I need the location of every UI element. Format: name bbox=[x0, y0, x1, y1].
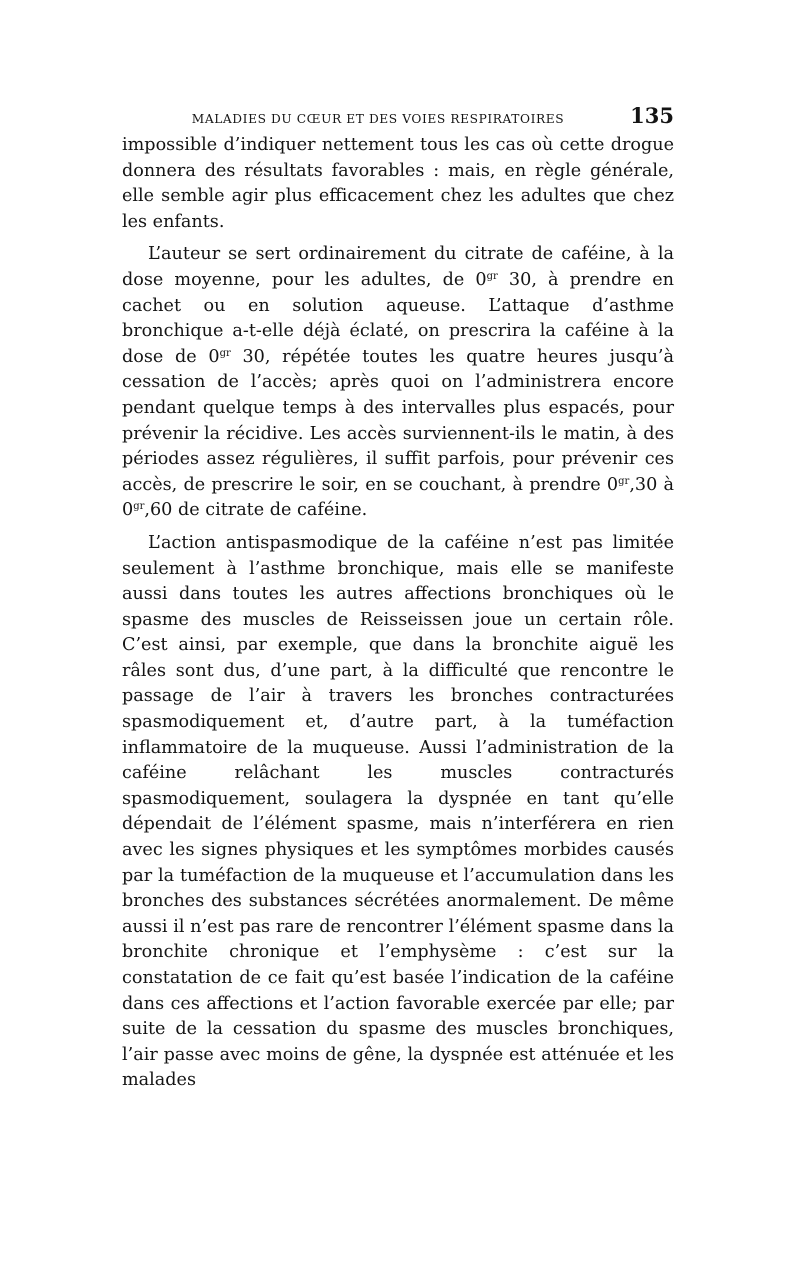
paragraph-2 bbox=[122, 242, 674, 524]
running-title: MALADIES DU CŒUR ET DES VOIES RESPIRATOIRES bbox=[191, 112, 565, 126]
body-text bbox=[122, 133, 674, 1094]
unit-gram-2: gr bbox=[219, 347, 231, 359]
paragraph-2-part-2: 30, à prendre en cachet ou en solution aqueuse. L’attaque d’asthme bronchique a-t-elle déjà éclaté, on prescrira la caféine à la dose de 0 bbox=[122, 269, 674, 367]
paragraph-2-part-5: ,60 de citrate de caféine. bbox=[144, 500, 368, 521]
paragraph-2-part-3: 30, répétée toutes les quatre heures jusqu’à cessation de l’accès; après quoi on l’administrera encore pendant quelque temps à des intervalles plus espacés, pour prévenir la récidive. Les accès surviennent-ils le matin, à des périodes assez régulières, il suffit parfois, pour prévenir ces accès, de prescrire le soir, en se couchant, à prendre 0 bbox=[122, 346, 675, 495]
running-head bbox=[122, 105, 674, 133]
page-number: 135 bbox=[630, 103, 674, 128]
unit-gram-4: gr bbox=[133, 501, 145, 513]
paragraph-1: impossible d’indiquer nettement tous les cas où cette drogue donnera des résultats favorables : mais, en règle générale, elle semble agir plus efficacement chez les adultes que chez les enfants. bbox=[122, 135, 674, 232]
unit-gram-3: gr bbox=[618, 475, 630, 487]
paragraph-3: L’action antispasmodique de la caféine n’est pas limitée seulement à l’asthme bronchique, mais elle se manifeste aussi dans toutes les autres affections bronchiques où le spasme des muscles de Reisseissen joue un certain rôle. C’est ainsi, par exemple, que dans la bronchite aiguë les râles sont dus, d’une part, à la difficulté que rencontre le passage de l’air à travers les bronches contracturées spasmodiquement et, d’autre part, à la tuméfaction inflammatoire de la muqueuse. Aussi l’administration de la caféine relâchant les muscles contracturés spasmodiquement, soulagera la dyspnée en tant qu’elle dépendait de l’élément spasme, mais n’interférera en rien avec les signes physiques et les symptômes morbides causés par la tuméfaction de la muqueuse et l’accumulation dans les bronches des substances sécrétées anormalement. De même aussi il n’est pas rare de rencontrer l’élément spasme dans la bronchite chronique et l’emphysème : c’est sur la constatation de ce fait qu’est basée l’indication de la caféine dans ces affections et l’action favorable exercée par elle; par suite de la cessation du spasme des muscles bronchiques, l’air passe avec moins de gêne, la dyspnée est atténuée et les malades bbox=[122, 532, 674, 1091]
paragraph-2-part-4: ,30 à 0 bbox=[122, 474, 675, 521]
unit-gram-1: gr bbox=[486, 270, 498, 282]
book-page bbox=[122, 105, 674, 1094]
paragraph-2-part-1: L’auteur se sert ordinairement du citrate de caféine, à la dose moyenne, pour les adultes, de 0 bbox=[122, 244, 674, 290]
